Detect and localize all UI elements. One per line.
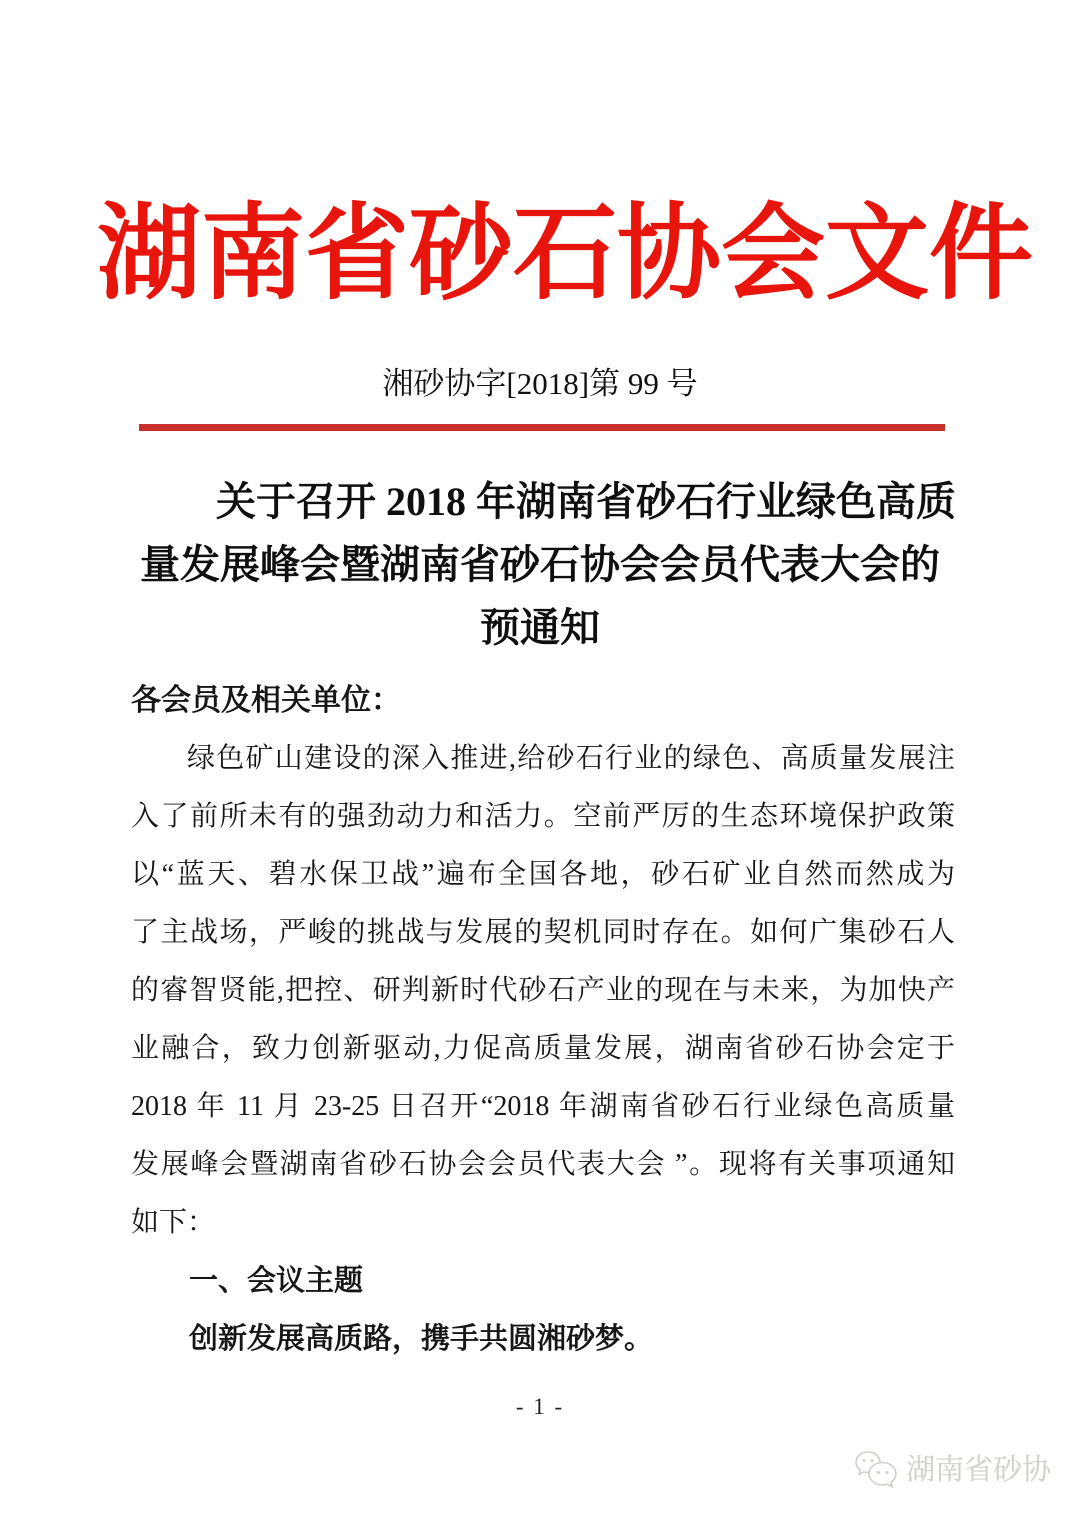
document-title (0, 470, 1080, 659)
paragraph-line: 入了前所未有的强劲动力和活力。空前严厉的生态环境保护政策 (131, 801, 955, 832)
document-title-line-3: 预通知 (480, 605, 600, 650)
paragraph-line: 发展峰会暨湖南省砂石协会会员代表大会 ”。现将有关事项通知 (131, 1149, 955, 1180)
document-number: 湘砂协字[2018]第 99 号 (382, 366, 698, 401)
letterhead-title: 湖南省砂石协会文件 (97, 196, 1034, 312)
paragraph-line: 以“蓝天、碧水保卫战”遍布全国各地，砂石矿业自然而然成为 (131, 859, 955, 890)
watermark-label: 湖南省砂协 (906, 1454, 1052, 1486)
paragraph-line: 如下： (131, 1207, 216, 1238)
paragraph-line: 业融合，致力创新驱动,力促高质量发展，湖南省砂石协会定于 (131, 1033, 955, 1064)
paragraph-line: 2018 年 11 月 23-25 日召开“2018 年湖南省砂石行业绿色高质量 (131, 1091, 955, 1122)
page-number: - 1 - (515, 1394, 565, 1419)
salutation: 各会员及相关单位： (131, 684, 401, 717)
red-divider-rule (139, 424, 945, 431)
meeting-theme-text: 创新发展高质路，携手共圆湘砂梦。 (189, 1323, 654, 1355)
document-title-line-1: 关于召开 2018 年湖南省砂石行业绿色高质 (216, 479, 956, 524)
watermark (854, 1448, 1051, 1492)
paragraph-line: 了主战场，严峻的挑战与发展的契机同时存在。如何广集砂石人 (131, 917, 955, 948)
document-body (131, 672, 955, 1368)
document-title-line-2: 量发展峰会暨湖南省砂石协会会员代表大会的 (140, 542, 940, 587)
wechat-icon (854, 1450, 898, 1490)
paragraph-line: 绿色矿山建设的深入推进,给砂石行业的绿色、高质量发展注 (187, 743, 955, 774)
section-heading-meeting-theme: 一、会议主题 (189, 1265, 364, 1297)
paragraph-line: 的睿智贤能,把控、研判新时代砂石产业的现在与未来，为加快产 (131, 975, 955, 1006)
